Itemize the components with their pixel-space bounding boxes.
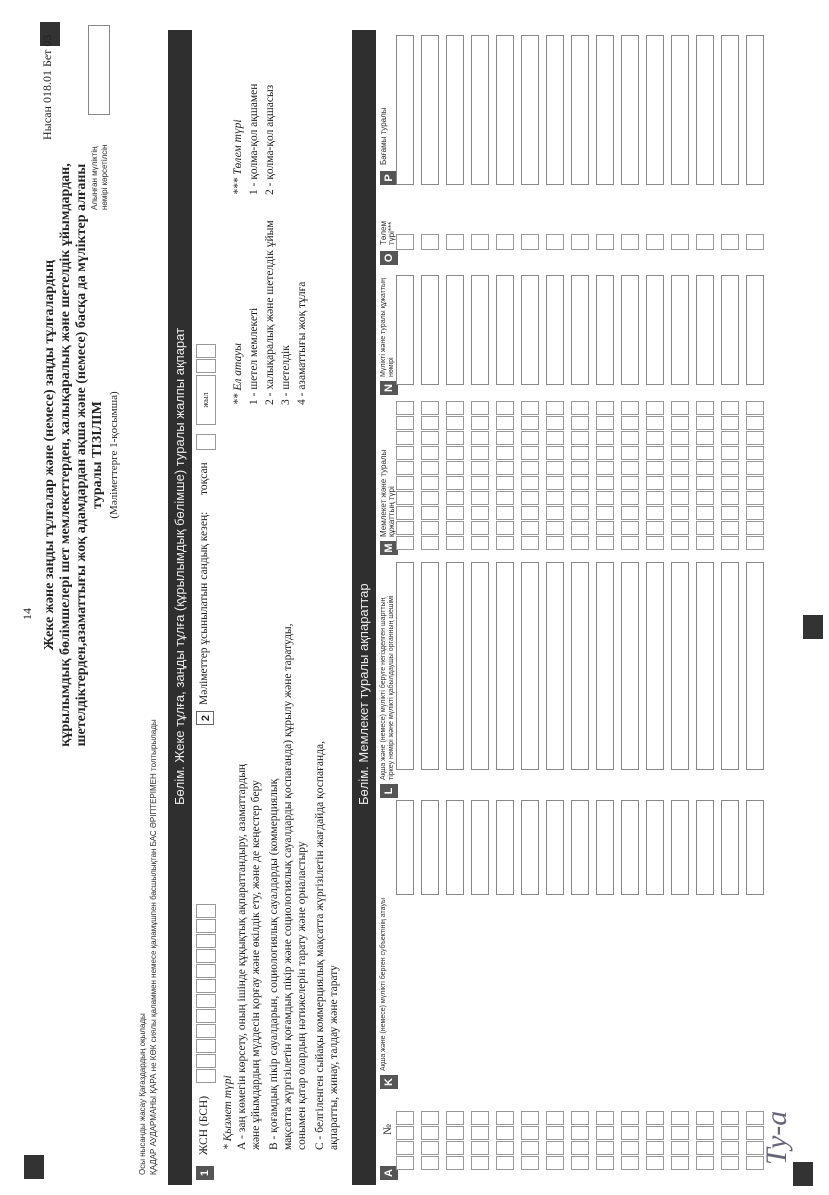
appendix-note: (Мәліметтерге 1-қосымша) <box>108 391 120 519</box>
col-letter-n: N <box>380 381 398 395</box>
activity-item-6: С - белгіленген сыйақы коммерциялық мақсатта жүргізілетін жағдайда қоспағанда, <box>314 741 326 1150</box>
payment-item-1: 1 - қолма-қол ақшамен <box>248 83 260 195</box>
page-number: 14 <box>20 608 34 620</box>
title-line-4: туралы ТІЗІЛІМ <box>90 401 105 509</box>
col-letter-o: O <box>380 251 398 265</box>
section2-header-text: Бөлім. Мемлекет туралы ақпараттар <box>356 583 371 805</box>
field2-number: 2 <box>196 711 214 725</box>
title-line-1: Жеке және заңды тұлғалар және (немесе) заңды тұлғалардың <box>42 259 57 651</box>
left-note-2: ҚАДАР АУДАРМАНЫ ҚАРА не КӨК сиялы қаламмен немесе қаламұшпен басшылықтан БАС ӘРІПТЕРІМЕН толтырылады <box>149 719 158 1175</box>
col-label-n: Мүлікті және туралы құжаттың нөмірі <box>380 278 395 377</box>
field1-label: ЖСН (БСН) <box>198 1095 210 1155</box>
year-placeholder: жыл <box>201 392 210 408</box>
country-title: ** Ел атауы <box>232 343 244 405</box>
activity-item-3: В - қоғамдық пікір сауалдарын, социологиялық сауалдарды (коммерциялық <box>268 778 280 1150</box>
country-item-3: 3 - шетелдік <box>280 345 292 405</box>
activity-item-2: және ұйымдардың мүддесін қорғау және өкілдік ету, және де кеңестер беру <box>250 780 262 1150</box>
activity-item-4: мақсатта жүргізілетін қоғамдық пікір және социологиялық сауалдарды қоспағанда) құрылу және таратуды, <box>282 623 294 1150</box>
activity-title: * Қызмет түрі <box>222 1075 234 1150</box>
col-letter-k: K <box>380 1075 398 1089</box>
col-label-l: Ақша және (немесе) мүлікті беруге негізделген шарттың тіркеу нөмірі және мүлікті қабылдаушы органның шешімі <box>380 595 395 780</box>
col-letter-m: M <box>380 541 398 555</box>
left-note-1: Осы нысанды жасау Қағаздардың оқылады <box>138 1013 147 1175</box>
quarter-input[interactable] <box>196 434 216 450</box>
handwritten-signature: Ту-а <box>760 1110 793 1165</box>
col-label-m: Мемлекет және туралы құжаттың түрі <box>379 449 396 537</box>
quarter-label: тоқсан <box>198 462 210 495</box>
field2-label: Мәліметтер ұсынылатын сандық кезең: <box>198 511 210 705</box>
col-letter-l: L <box>380 784 398 798</box>
form-code: Нысан 018.01 Бет 03 <box>40 34 54 140</box>
field1-number: 1 <box>196 1166 214 1180</box>
col-label-k: Ақша және (немесе) мүлікті берген субъектінің атауы <box>380 897 387 1071</box>
payment-item-2: 2 - қолма-қол ақшасыз <box>264 84 276 195</box>
activity-item-7: ақпаратты, жинау, талдау және тарату <box>328 965 340 1150</box>
section2-header <box>352 30 376 1185</box>
activity-item-1: А - заң көмегін көрсету, оның ішінде құқықтық ақпараттандыру, азаматтардың <box>236 763 248 1150</box>
year-digit-2[interactable] <box>196 344 216 358</box>
col-label-o: Төлем түрі*** <box>379 221 396 245</box>
ref-box-label: Алынған мүліктің нөмірі көрсетілсін <box>90 144 109 210</box>
country-item-2: 2 - халықаралық және шетелдік ұйым <box>264 220 276 405</box>
col-label-a: № <box>382 1124 394 1135</box>
year-input[interactable] <box>196 375 216 425</box>
col-label-p: Бағамы туралы <box>379 107 388 165</box>
ref-number-box[interactable] <box>88 25 110 115</box>
activity-item-5: сонымен қатар олардың нәтижелерін тарату және орналастыру <box>296 841 308 1150</box>
col-letter-a: А <box>380 1166 398 1180</box>
country-item-1: 1 - шетел мемлекеті <box>248 307 260 405</box>
col-letter-p: P <box>380 171 398 185</box>
payment-title: *** Төлем түрі <box>232 119 244 195</box>
country-item-4: 4 - азаматтығы жоқ тұлға <box>296 281 308 405</box>
year-digit-1[interactable] <box>196 359 216 373</box>
section1-header <box>168 30 192 1185</box>
title-line-2: құрылымдық бөлімшелері шет мемлекеттерден, халықаралық және шетелдік ұйымдардан, <box>58 163 73 747</box>
form-title <box>42 95 122 815</box>
section1-header-text: Бөлім. Жеке тұлға, заңды тұлға (құрылымдық бөлімше) туралы жалпы ақпарат <box>172 327 187 805</box>
title-line-3: шетелдіктерден,азаматтығы жоқ адамдардан ақша және (немесе) басқа да мүліктер алғаны <box>74 163 89 747</box>
